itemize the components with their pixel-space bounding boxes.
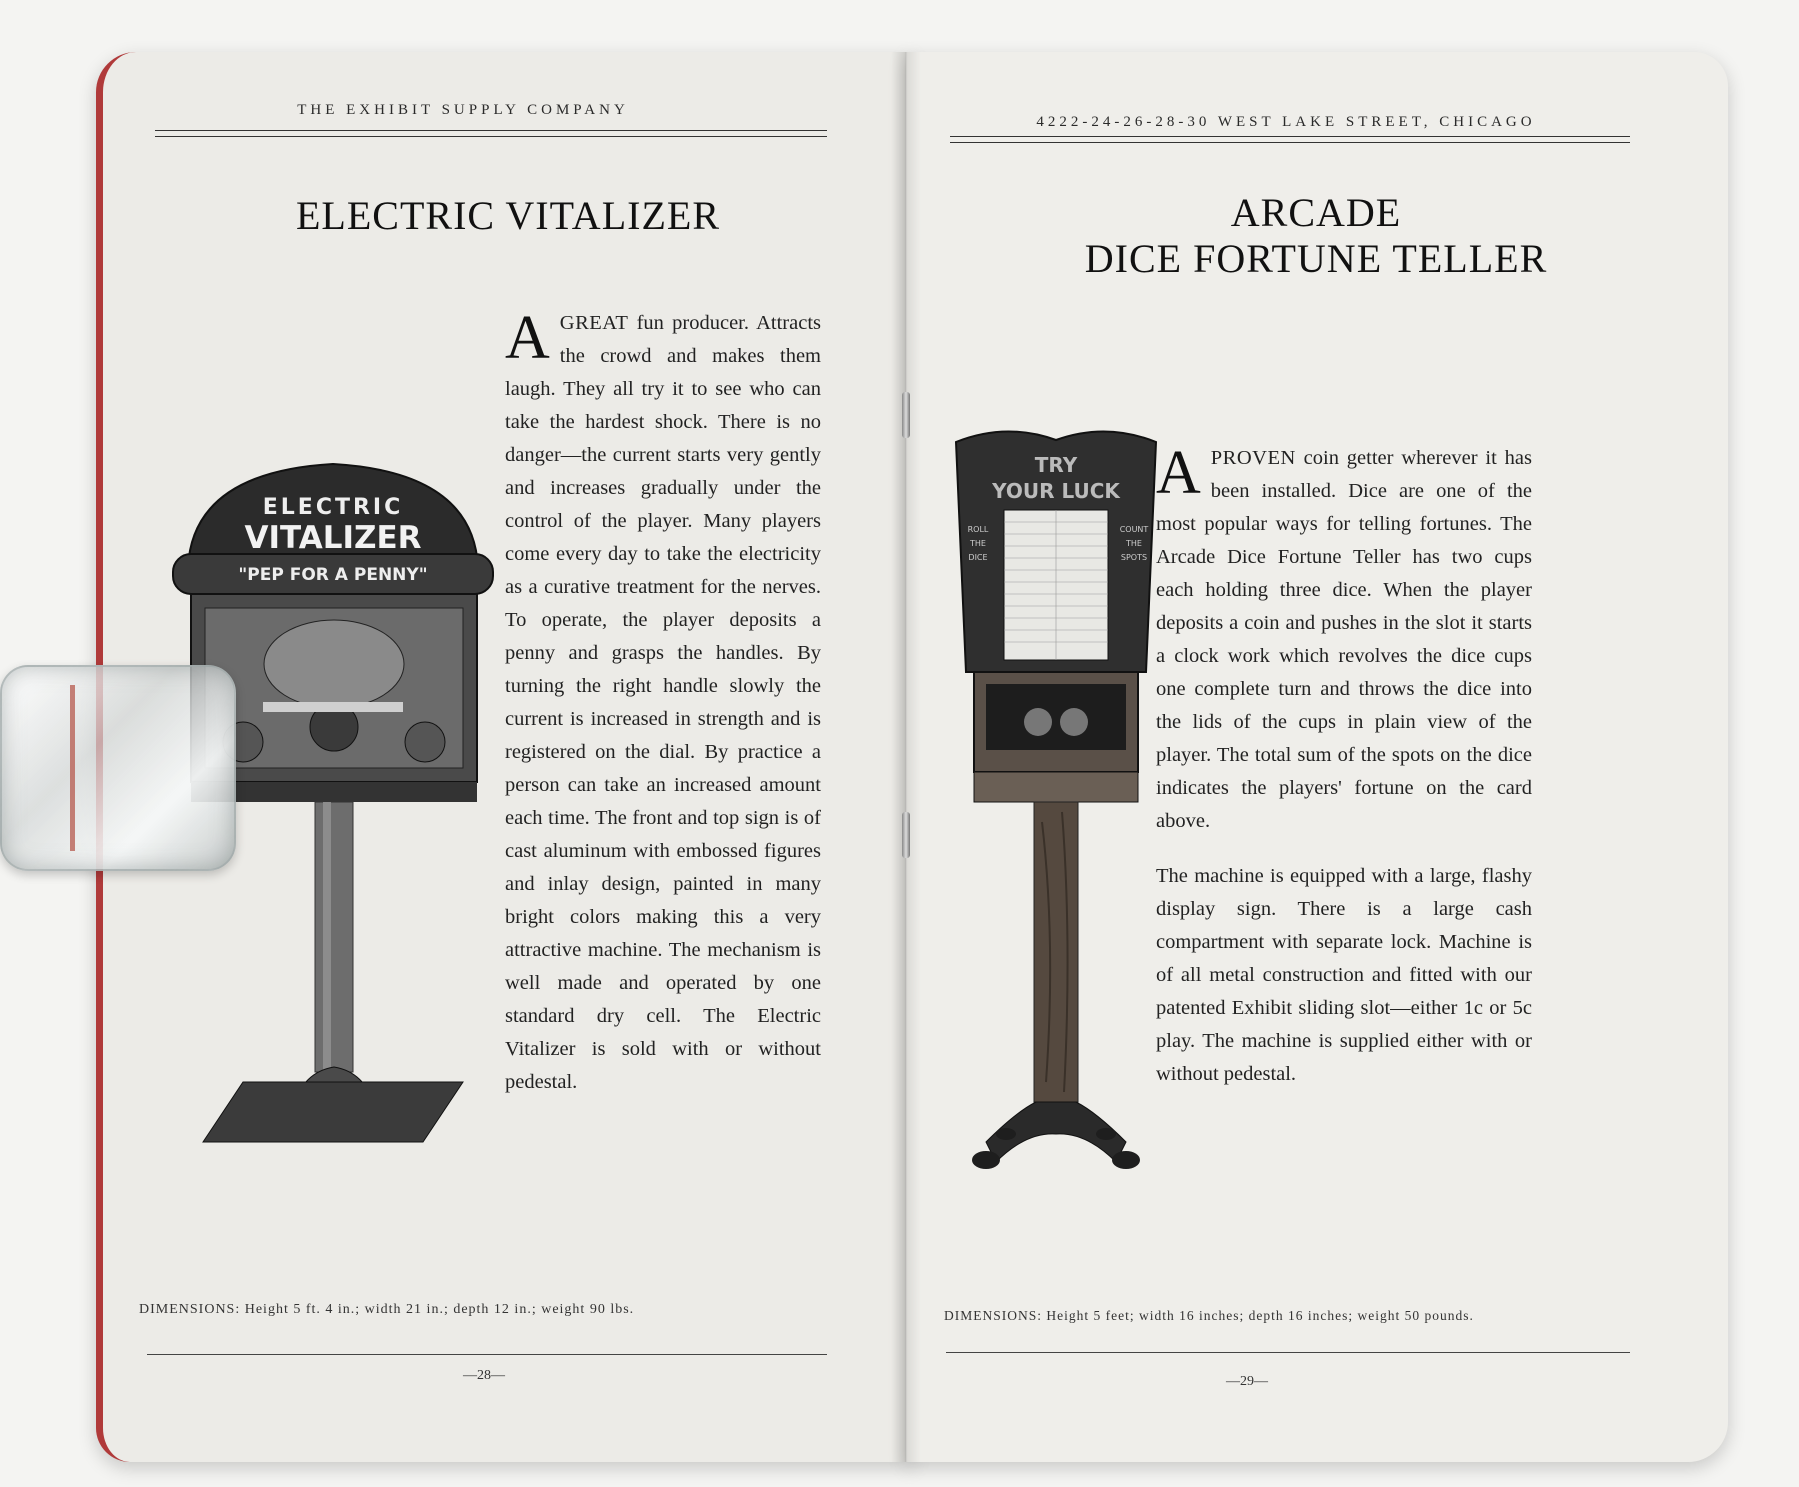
- side-left-line-2: THE: [970, 539, 986, 548]
- lead-caps-right: PROVEN: [1210, 447, 1296, 469]
- running-head-left: THE EXHIBIT SUPPLY COMPANY: [297, 102, 629, 118]
- side-right-line-2: THE: [1126, 539, 1142, 548]
- title-line-dice-fortune-teller: DICE FORTUNE TELLER: [1084, 236, 1548, 281]
- lead-caps-left: GREAT: [559, 312, 629, 334]
- staple-top: [902, 392, 910, 438]
- page-number-29: —29—: [1226, 1374, 1268, 1389]
- title-line-arcade: ARCADE: [1230, 190, 1402, 235]
- dice-body-text-1: coin getter wherever it has been installed. Dice are one of the most popular ways for telling fortunes. The Arcade Dice Fortune Teller has two cups each holding three dice. When the player deposits a coin and pushes in the slot it starts a clock work which revolves the dice cups one complete turn and throws the dice into the lids of the cups in plain view of the player. The total sum of the spots on the dice indicates the players' fortune on the card above.: [1156, 447, 1532, 832]
- side-right-line-1: COUNT: [1119, 525, 1149, 534]
- side-left-line-1: ROLL: [967, 525, 989, 534]
- vitalizer-description: [505, 304, 821, 1099]
- sign-try-text: TRY: [1034, 453, 1078, 477]
- page-title-arcade-dice: [966, 190, 1666, 282]
- side-left-line-3: DICE: [968, 553, 988, 562]
- vitalizer-body-text: fun producer. Attracts the crowd and makes them laugh. They all try it to see who can take the hardest shock. There is no danger—the current starts very gently and increases gradually under the control of the player. Many players come every day to take the electricity as a curative treatment for the nerves. To operate, the player deposits a penny and grasps the handles. By turning the right handle slowly the current is increased in strength and is registered on the dial. By practice a person can take an increased amount each time. The front and top sign is of cast aluminum with embossed figures and inlay design, painted in many bright colors making this a very attractive machine. The mechanism is well made and operated by one standard dry cell. The Electric Vitalizer is sold with or without pedestal.: [505, 312, 821, 1093]
- glass-paperweight: [0, 665, 236, 871]
- header-rule-left: [155, 130, 827, 137]
- booklet-spine: [891, 52, 921, 1462]
- sign-vitalizer-text: VITALIZER: [244, 520, 422, 556]
- sign-electric-text: ELECTRIC: [262, 495, 404, 520]
- vitalizer-dimensions: DIMENSIONS: Height 5 ft. 4 in.; width 21 in.; depth 12 in.; weight 90 lbs.: [139, 1302, 635, 1317]
- staple-bottom: [902, 812, 910, 858]
- dice-description-para2: The machine is equipped with a large, flashy display sign. There is a large cash compartment with separate lock. Machine is of all metal construction and fitted with our patented Exhibit sliding slot—either 1c or 5c play. The machine is supplied either with or without pedestal.: [1156, 865, 1532, 1085]
- footer-rule-right: [946, 1352, 1630, 1353]
- side-right-line-3: SPOTS: [1120, 553, 1148, 562]
- dice-fortune-teller-illustration: [946, 422, 1166, 1202]
- footer-rule-left: [147, 1354, 827, 1355]
- drop-cap-left: A: [505, 304, 550, 372]
- right-page: [906, 52, 1728, 1462]
- header-rule-right: [950, 136, 1630, 143]
- sign-your-luck-text: YOUR LUCK: [992, 479, 1120, 503]
- running-head-right: 4222-24-26-28-30 WEST LAKE STREET, CHICAGO: [1036, 114, 1536, 130]
- dice-dimensions: DIMENSIONS: Height 5 feet; width 16 inches; depth 16 inches; weight 50 pounds.: [944, 1308, 1474, 1323]
- drop-cap-right: A: [1156, 439, 1201, 507]
- dice-description-para1: [1156, 439, 1532, 838]
- open-booklet: [96, 52, 1728, 1462]
- page-title-electric-vitalizer: ELECTRIC VITALIZER: [296, 193, 720, 238]
- sign-slogan-text: "PEP FOR A PENNY": [238, 565, 428, 585]
- page-number-28: —28—: [463, 1368, 505, 1383]
